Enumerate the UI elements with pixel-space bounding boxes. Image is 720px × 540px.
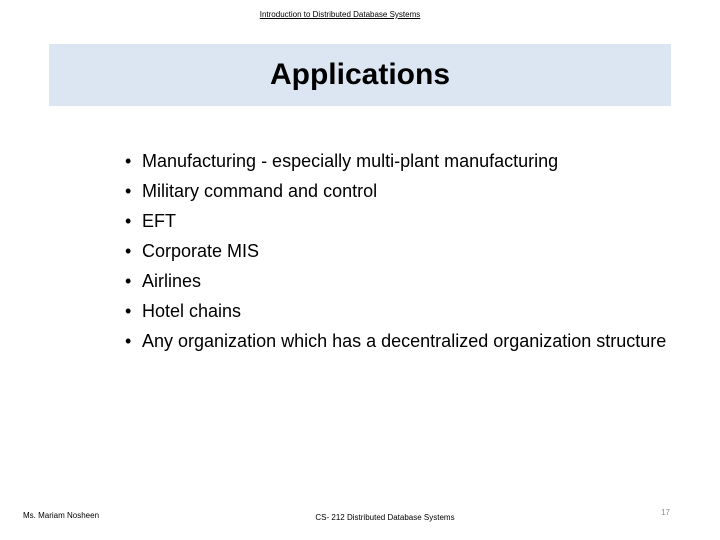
list-item <box>125 148 685 174</box>
list-item <box>125 178 685 204</box>
list-item-text: Manufacturing - especially multi-plant manufacturing <box>142 151 559 171</box>
header-title: Introduction to Distributed Database Systems <box>259 10 421 19</box>
bullet-icon: • <box>125 181 132 201</box>
footer-author: Ms. Mariam Nosheen <box>23 511 100 520</box>
footer-course: CS- 212 Distributed Database Systems <box>315 513 455 522</box>
list-item-text: Hotel chains <box>142 301 242 321</box>
list-item-text: Airlines <box>142 271 202 291</box>
list-item <box>125 268 685 294</box>
list-item-text: EFT <box>142 211 176 231</box>
list-item-text: Military command and control <box>142 181 378 201</box>
list-item <box>125 298 685 324</box>
slide-title: Applications <box>269 58 450 91</box>
bullet-icon: • <box>125 331 132 351</box>
bullet-icon: • <box>125 241 132 261</box>
title-band <box>49 44 671 106</box>
bullet-icon: • <box>125 211 132 231</box>
list-item <box>125 208 685 234</box>
list-item-text: Corporate MIS <box>142 241 260 261</box>
bullet-icon: • <box>125 271 132 291</box>
list-item-text: Any organization which has a decentralized organization structure <box>142 331 667 351</box>
bullet-icon: • <box>125 151 132 171</box>
page-number: 17 <box>661 508 670 517</box>
list-item <box>125 328 685 354</box>
bullet-list <box>125 148 685 358</box>
list-item <box>125 238 685 264</box>
bullet-icon: • <box>125 301 132 321</box>
